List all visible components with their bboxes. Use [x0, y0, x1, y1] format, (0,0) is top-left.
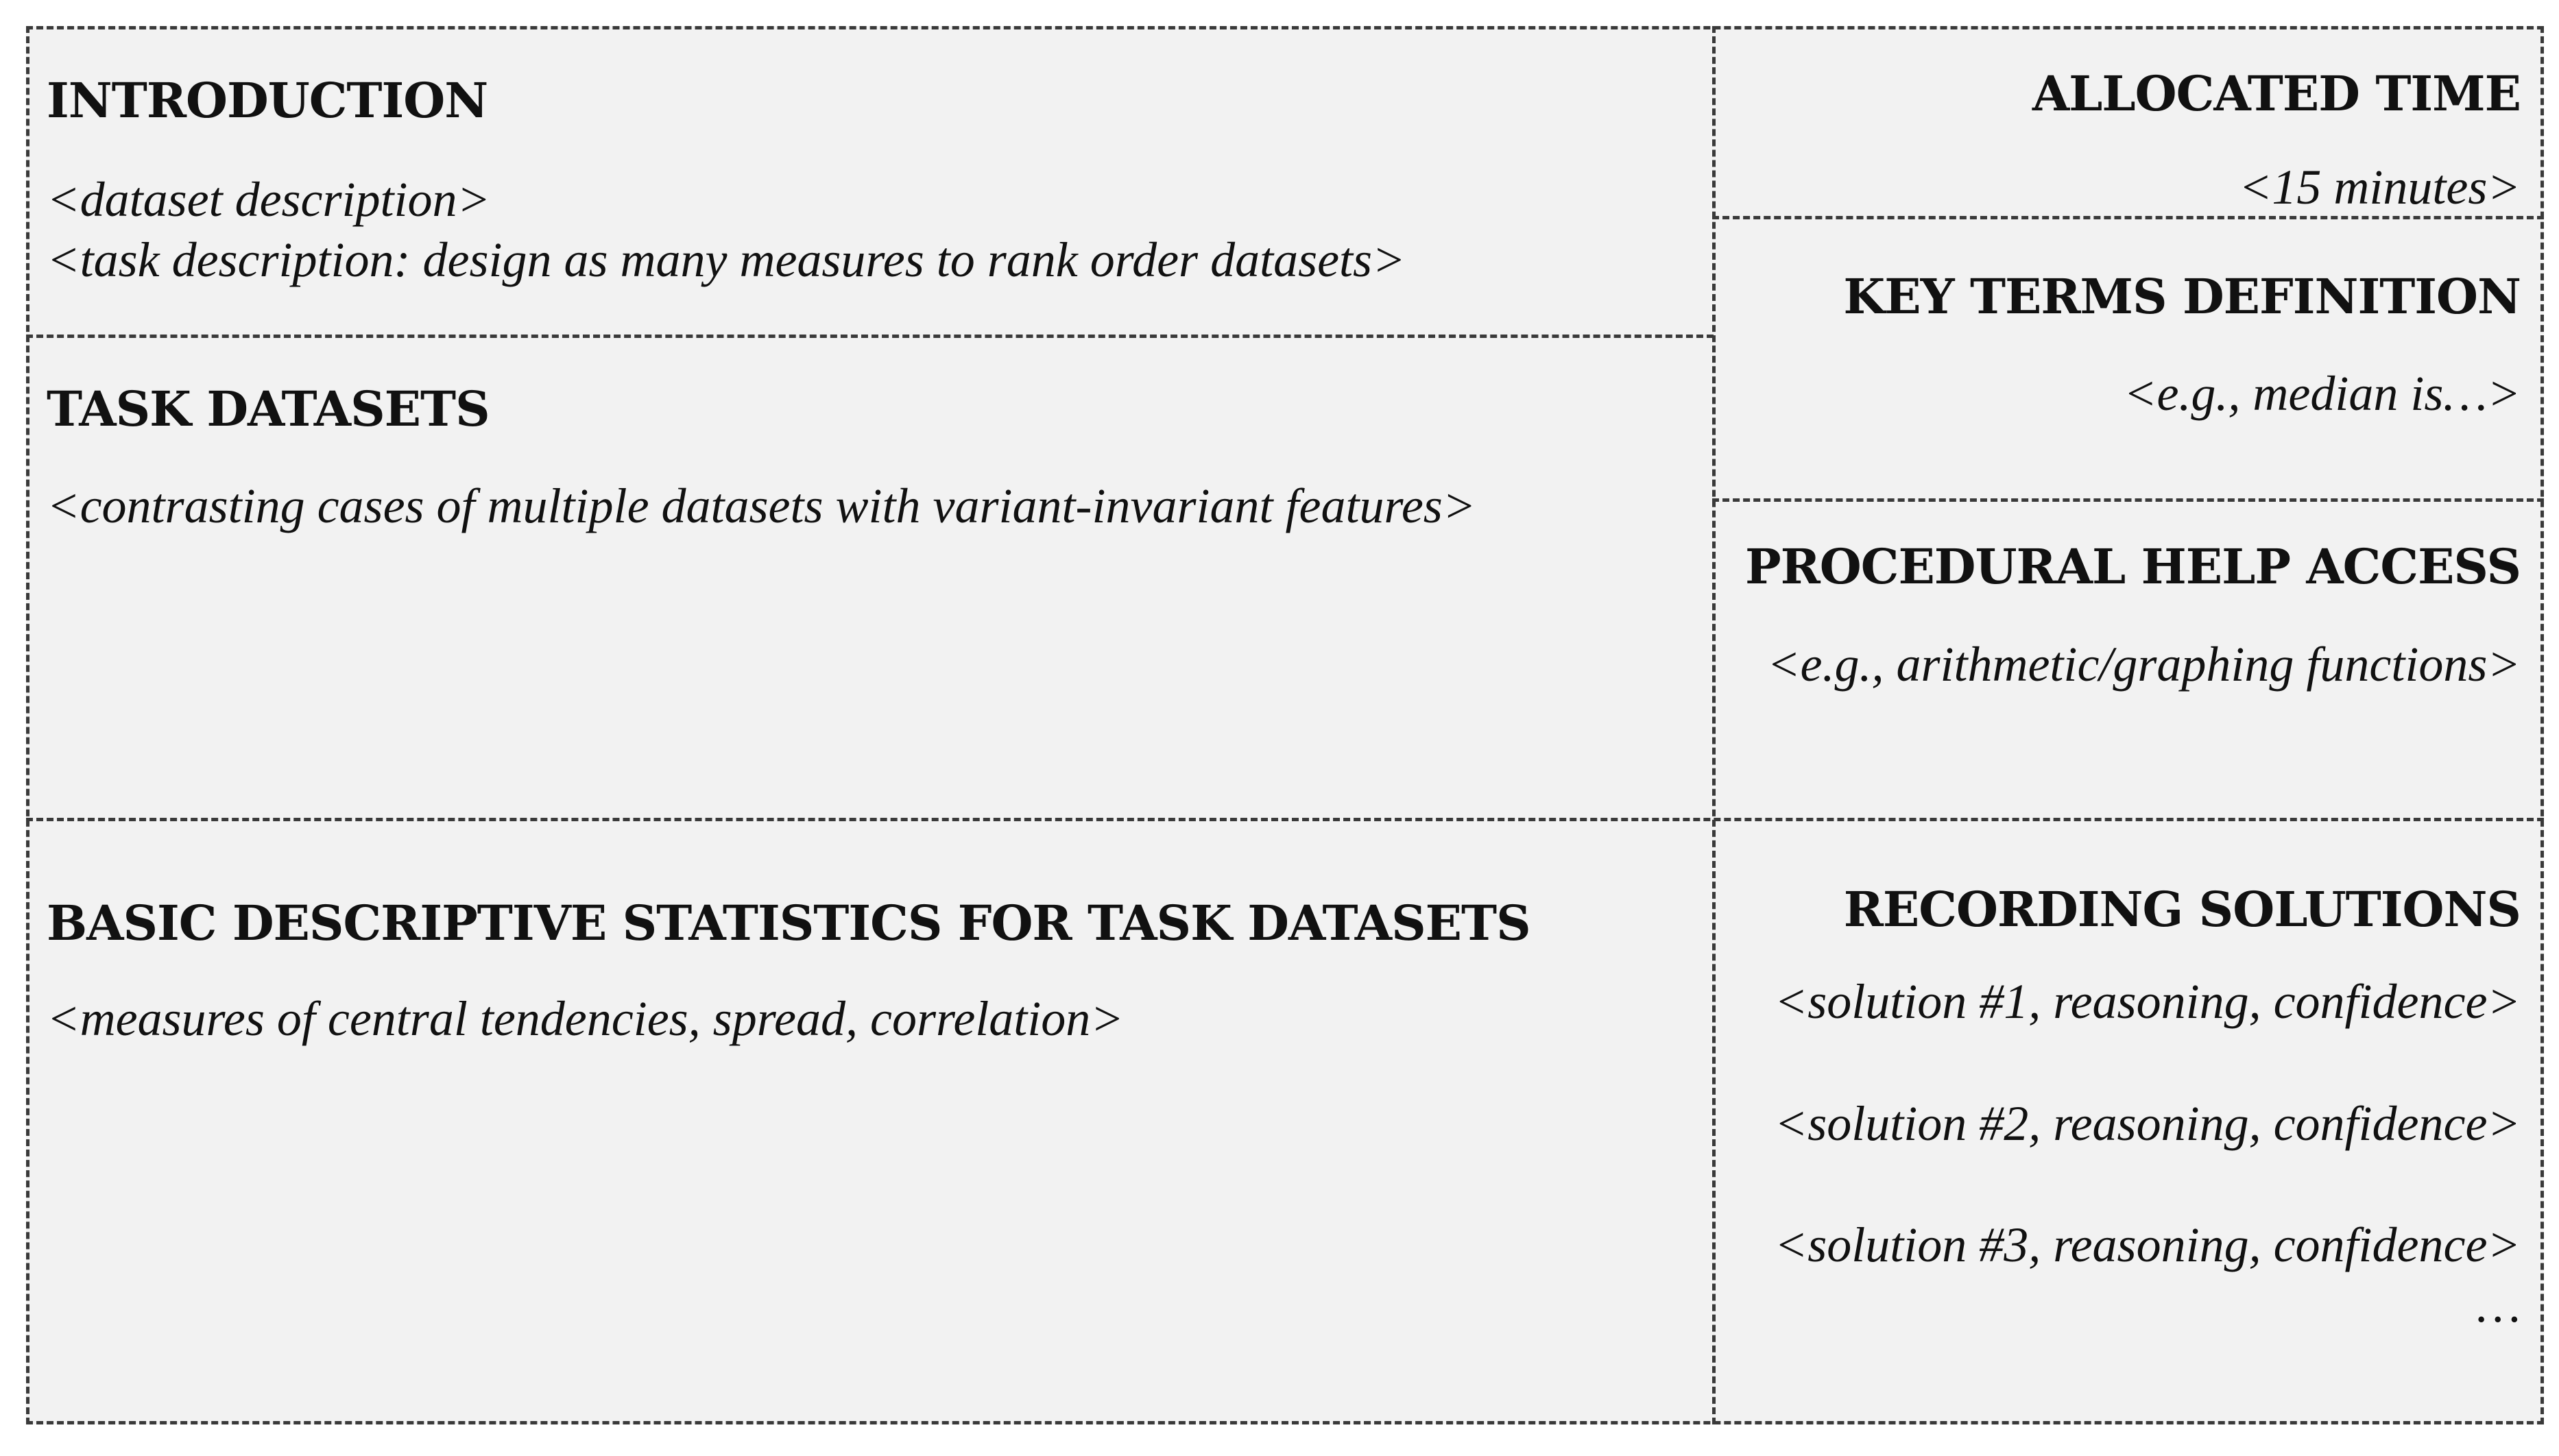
procedural-help-heading: PROCEDURAL HELP ACCESS: [1744, 538, 2521, 595]
recording-solutions-line: <solution #2, reasoning, confidence>: [1774, 1096, 2521, 1151]
divider-introduction: [26, 335, 1714, 338]
introduction-line: <task description: design as many measures to rank order datasets>: [47, 232, 1406, 287]
divider-task-datasets: [26, 818, 2544, 821]
key-terms-line: <e.g., median is…>: [2123, 366, 2521, 421]
introduction-line: <dataset description>: [47, 172, 491, 227]
task-datasets-heading: TASK DATASETS: [47, 380, 490, 437]
basic-statistics-heading: BASIC DESCRIPTIVE STATISTICS FOR TASK DATASETS: [47, 895, 1530, 951]
key-terms-heading: KEY TERMS DEFINITION: [1843, 268, 2521, 325]
recording-solutions-line: <solution #3, reasoning, confidence>: [1774, 1217, 2521, 1272]
recording-solutions-line: <solution #1, reasoning, confidence>: [1774, 974, 2521, 1029]
allocated-time-line: <15 minutes>: [2238, 160, 2521, 215]
procedural-help-line: <e.g., arithmetic/graphing functions>: [1766, 637, 2521, 692]
column-divider: [1712, 26, 1716, 1424]
allocated-time-heading: ALLOCATED TIME: [2032, 65, 2521, 122]
introduction-heading: INTRODUCTION: [47, 72, 488, 129]
recording-solutions-ellipsis: …: [2476, 1278, 2521, 1333]
divider-allocated-time: [1712, 216, 2544, 219]
basic-statistics-line: <measures of central tendencies, spread, correlation>: [47, 991, 1124, 1046]
recording-solutions-heading: RECORDING SOLUTIONS: [1843, 881, 2521, 938]
task-datasets-line: <contrasting cases of multiple datasets with variant-invariant features>: [47, 478, 1476, 533]
divider-key-terms: [1712, 498, 2544, 502]
